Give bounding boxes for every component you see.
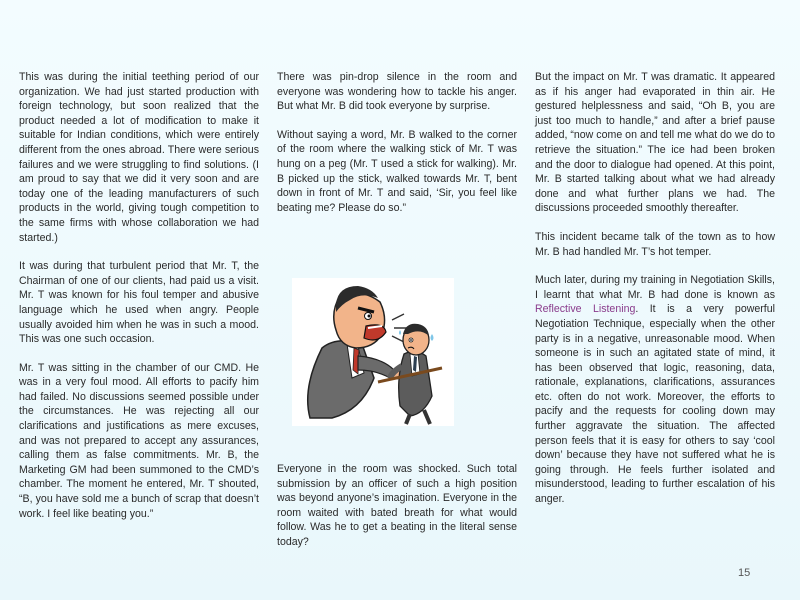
paragraph: Without saying a word, Mr. B walked to the corner of the room where the walking stick of Mr. T was hung on a peg (Mr. T used a stick for walking). Mr. B picked up the stick, walked towards Mr. T, bent down in front of Mr. T and said, ‘Sir, you feel like beating me? Please do so.” — [277, 128, 517, 214]
paragraph-text: . It is a very powerful Negotiation Technique, especially when the other party is in a negative, unreasonable mood. When someone is in such an agitated state of mind, it has been observed that logic, reasoning, data, rationale, explanations, clarifications, assurances etc. often do not work. Moreover, the efforts to pacify and the requests for cooling down may further aggravate the situation. The affected person feels that it is easy for others to say ‘cool down’ because they have not suffered what he is going through. He feels further isolated and misunderstood, leading to further escalation of his anger. — [535, 303, 775, 506]
paragraph: But the impact on Mr. T was dramatic. It appeared as if his anger had evaporated in thin air. He gestured helplessness and said, “Oh B, you are just too much to handle,” and after a brief pause added, “now come on and tell me what do we do to retrieve the situation.” The ice had been broken and the door to dialogue had opened. At this point, Mr. B started talking about what we had already done and what further plans we had. The discussions proceeded smoothly thereafter. — [535, 71, 775, 215]
reflective-listening-term: Reflective Listening — [535, 303, 636, 316]
cartoon-illustration — [292, 278, 454, 426]
angry-boss-cartoon-icon — [292, 278, 454, 426]
paragraph: Mr. T was sitting in the chamber of our CMD. He was in a very foul mood. All efforts to pacify him had failed. No discussions seemed possible under the circumstances. He was rejecting all our clarifications and justifications as mere excuses, and was not prepared to accept any assurances, calling them as false commitments. Mr. B, the Marketing GM had been summoned to the CMD’s chamber. The moment he entered, Mr. T shouted, “B, you have sold me a bunch of scrap that doesn’t work. I feel like beating you.” — [19, 361, 259, 520]
paragraph: This incident became talk of the town as to how Mr. B had handled Mr. T’s hot temper. — [535, 230, 775, 258]
paragraph-text: Much later, during my training in Negotiation Skills, I learnt that what Mr. B had done is known as — [535, 274, 775, 301]
text-column-2-bottom — [277, 462, 517, 550]
paragraph: It was during that turbulent period that Mr. T, the Chairman of one of our clients, had paid us a visit. Mr. T was known for his foul temper and abusive language which he used when angry. People usually avoided him when he was in such a mood. This was one such occasion. — [19, 260, 259, 346]
paragraph: This was during the initial teething period of our organization. We had just started production with foreign technology, but soon realized that the product needed a lot of modification to make it suitable for Indian conditions, which were entirely different from the ones abroad. There were serious failures and we were struggling to find solutions. (I am proud to say that we did it very soon and are today one of the leading manufacturers of such products in the world, giving tough competition to the same firms with whose collaboration we had started.) — [19, 71, 259, 244]
text-column-2 — [277, 70, 517, 229]
page-number: 15 — [738, 567, 751, 579]
text-column-3 — [535, 70, 775, 521]
text-column-1 — [19, 70, 259, 535]
paragraph: Everyone in the room was shocked. Such total submission by an officer of such a high position was beyond anyone’s imagination. Everyone in the room waited with bated breath for what would follow. Was he to get a beating in the literal sense today? — [277, 463, 517, 548]
angry-man-figure — [308, 286, 408, 418]
paragraph: There was pin-drop silence in the room and everyone was wondering how to tackle his anger. But what Mr. B did took everyone by surprise. — [277, 71, 517, 113]
paragraph — [535, 273, 775, 507]
